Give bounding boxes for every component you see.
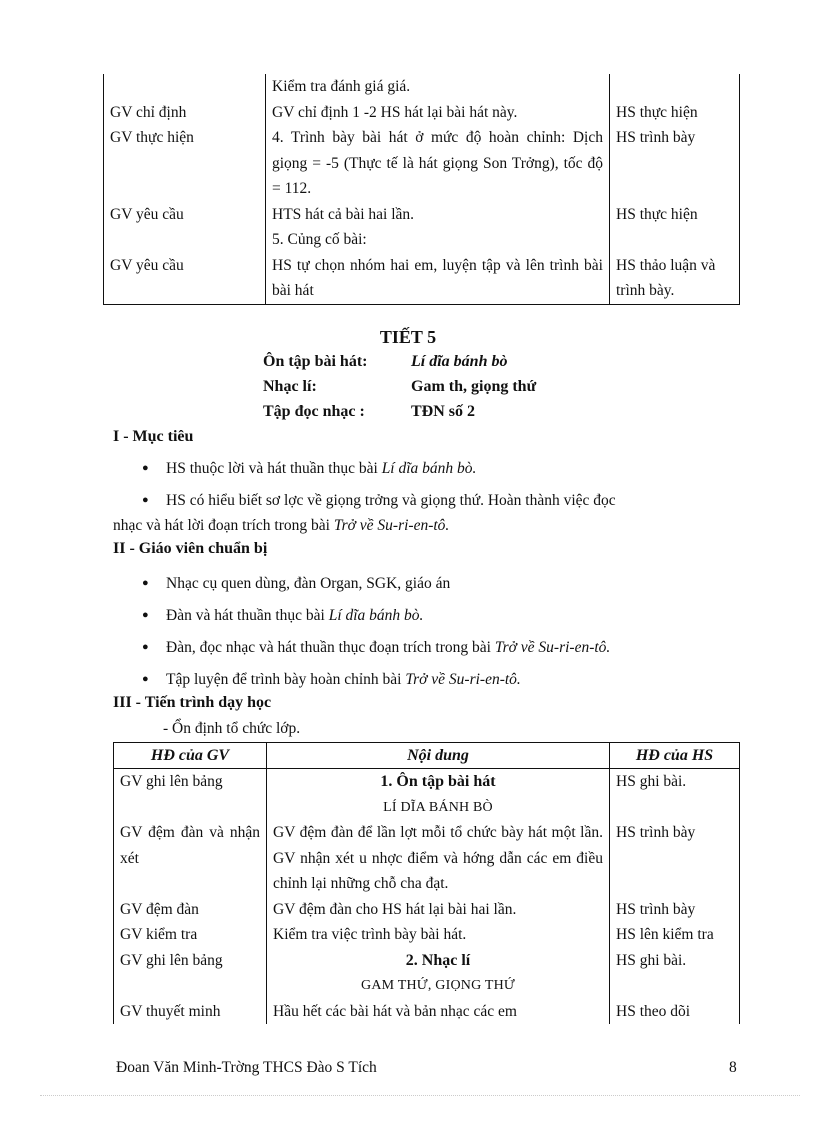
- teacher-activity: [104, 74, 266, 100]
- teacher-activity: GV ghi lên bảng: [120, 951, 223, 969]
- song-title: Trở về Su-ri-en-tô.: [494, 639, 611, 656]
- student-activity: HS trình bày: [610, 820, 740, 897]
- song-title: Lí dĩa bánh bò.: [328, 607, 424, 624]
- preparation-text: Đàn và hát thuần thục bài: [166, 607, 329, 624]
- teacher-activity: GV kiểm tra: [120, 926, 198, 943]
- section-heading: I - Mục tiêu: [113, 428, 194, 445]
- bullet-icon: ●: [142, 577, 149, 589]
- teacher-activity: GV chỉ định: [110, 103, 187, 121]
- content-cell: Kiểm tra đánh giá giá.: [266, 74, 610, 100]
- bullet-icon: ●: [142, 462, 149, 474]
- objective-item: HS có hiểu biết sơ lợc về giọng trởng và giọng thứ. Hoàn thành việc đọc: [166, 492, 616, 509]
- student-activity: HS lên kiểm tra: [610, 922, 740, 948]
- content-cell: HTS hát cả bài hai lần.: [266, 202, 610, 228]
- preparation-item: [166, 604, 423, 628]
- student-activity: HS thực hiện: [610, 100, 740, 126]
- teaching-process-table: [113, 742, 740, 1024]
- student-activity: [610, 74, 740, 100]
- bullet-icon: ●: [142, 609, 149, 621]
- table-row: [104, 100, 740, 126]
- student-activity: HS ghi bài.: [610, 948, 740, 999]
- teacher-activity: GV yêu cầu: [110, 256, 184, 274]
- table-row: [104, 74, 740, 100]
- column-header: Nội dung: [267, 743, 610, 769]
- lesson-item-value: Lí dĩa bánh bò: [411, 353, 508, 370]
- table-row: [114, 922, 740, 948]
- lesson-title: TIẾT 5: [379, 327, 437, 347]
- teacher-activity: GV yêu cầu: [110, 205, 184, 223]
- footer-author: Đoan Văn Minh-Trờng THCS Đào S Tích: [116, 1059, 377, 1076]
- page-number: 8: [729, 1059, 737, 1076]
- content-subheading: LÍ DĨA BÁNH BÒ: [383, 799, 493, 815]
- content-heading: 2. Nhạc lí: [405, 951, 471, 969]
- teacher-activity: GV đệm đàn: [120, 900, 199, 918]
- lesson-item-value: TĐN số 2: [411, 403, 476, 420]
- table-header-row: [114, 743, 740, 769]
- content-cell: GV chỉ định 1 -2 HS hát lại bài hát này.: [266, 100, 610, 126]
- objective-text: HS thuộc lời và hát thuần thục bài: [166, 460, 382, 477]
- section-heading: II - Giáo viên chuẩn bị: [113, 540, 268, 557]
- teacher-activity: GV thuyết minh: [120, 1002, 221, 1020]
- teacher-activity: GV ghi lên bảng: [120, 773, 223, 790]
- lesson-item-label: Ôn tập bài hát:: [263, 353, 368, 370]
- table-row: [104, 253, 740, 305]
- content-cell: GV đệm đàn cho HS hát lại bài hai lần.: [267, 897, 610, 923]
- song-title: Lí dĩa bánh bò.: [381, 460, 477, 477]
- table-row: [114, 948, 740, 999]
- student-activity: HS trình bày: [610, 897, 740, 923]
- preparation-text: Đàn, đọc nhạc và hát thuần thục đoạn trích trong bài: [166, 639, 495, 656]
- content-cell: [267, 948, 610, 999]
- student-activity: HS trình bày: [610, 125, 740, 202]
- lesson-item-label: Nhạc lí:: [263, 378, 317, 395]
- bullet-icon: ●: [142, 641, 149, 653]
- table-row: [114, 999, 740, 1025]
- content-cell: GV đệm đàn để lần lợt mỗi tổ chức bày hát một lần. GV nhận xét u nhợc điểm và hớng dẫn các em điều chỉnh lại những chỗ cha đạt.: [267, 820, 610, 897]
- table-row: [114, 820, 740, 897]
- content-cell: HS tự chọn nhóm hai em, luyện tập và lên trình bài bài hát: [266, 253, 610, 305]
- teacher-activity: [104, 227, 266, 253]
- song-title: Trở về Su-ri-en-tô.: [405, 671, 521, 688]
- table-row: [114, 897, 740, 923]
- preparation-item: [166, 668, 521, 692]
- student-activity: HS ghi bài.: [610, 769, 740, 821]
- lesson-item-value: Gam th, giọng thứ: [411, 378, 537, 395]
- content-heading: 1. Ôn tập bài hát: [380, 773, 496, 790]
- preparation-text: Tập luyện để trình bày hoàn chỉnh bài: [166, 671, 406, 688]
- content-cell: Kiểm tra việc trình bày bài hát.: [267, 922, 610, 948]
- student-activity: HS thảo luận và trình bày.: [610, 253, 740, 305]
- bullet-icon: ●: [142, 673, 149, 685]
- student-activity: [610, 227, 740, 253]
- table-row: [104, 227, 740, 253]
- section-heading: III - Tiến trình dạy học: [113, 694, 272, 711]
- song-title: Trở về Su-ri-en-tô.: [333, 517, 450, 534]
- lesson-item-label: Tập đọc nhạc :: [263, 403, 365, 420]
- page-edge-divider: [40, 1095, 800, 1096]
- table-row: [114, 769, 740, 821]
- column-header: HĐ của HS: [610, 743, 740, 769]
- student-activity: HS theo dõi: [610, 999, 740, 1025]
- table-row: [104, 125, 740, 202]
- teacher-activity: GV đệm đàn và nhận xét: [120, 824, 260, 867]
- preparation-item: Nhạc cụ quen dùng, đàn Organ, SGK, giáo án: [166, 575, 451, 592]
- teacher-activity: GV thực hiện: [110, 129, 194, 146]
- preparation-item: [166, 636, 610, 660]
- objective-item-continued: [113, 514, 449, 538]
- objective-item: [166, 457, 476, 481]
- table-row: [104, 202, 740, 228]
- activity-table-continued: [103, 74, 740, 305]
- column-header: HĐ của GV: [114, 743, 267, 769]
- content-cell: 4. Trình bày bài hát ở mức độ hoàn chỉnh: Dịch giọng = -5 (Thực tế là hát giọng Son Trởng), tốc độ = 112.: [266, 125, 610, 202]
- student-activity: HS thực hiện: [610, 202, 740, 228]
- content-cell: [267, 769, 610, 821]
- content-subheading: GAM THỨ, GIỌNG THỨ: [361, 978, 515, 993]
- content-cell: 5. Củng cố bài:: [266, 227, 610, 253]
- bullet-icon: ●: [142, 494, 149, 506]
- objective-text: nhạc và hát lời đoạn trích trong bài: [113, 517, 334, 534]
- section-intro: - Ổn định tổ chức lớp.: [163, 720, 301, 737]
- content-cell: Hầu hết các bài hát và bản nhạc các em: [267, 999, 610, 1025]
